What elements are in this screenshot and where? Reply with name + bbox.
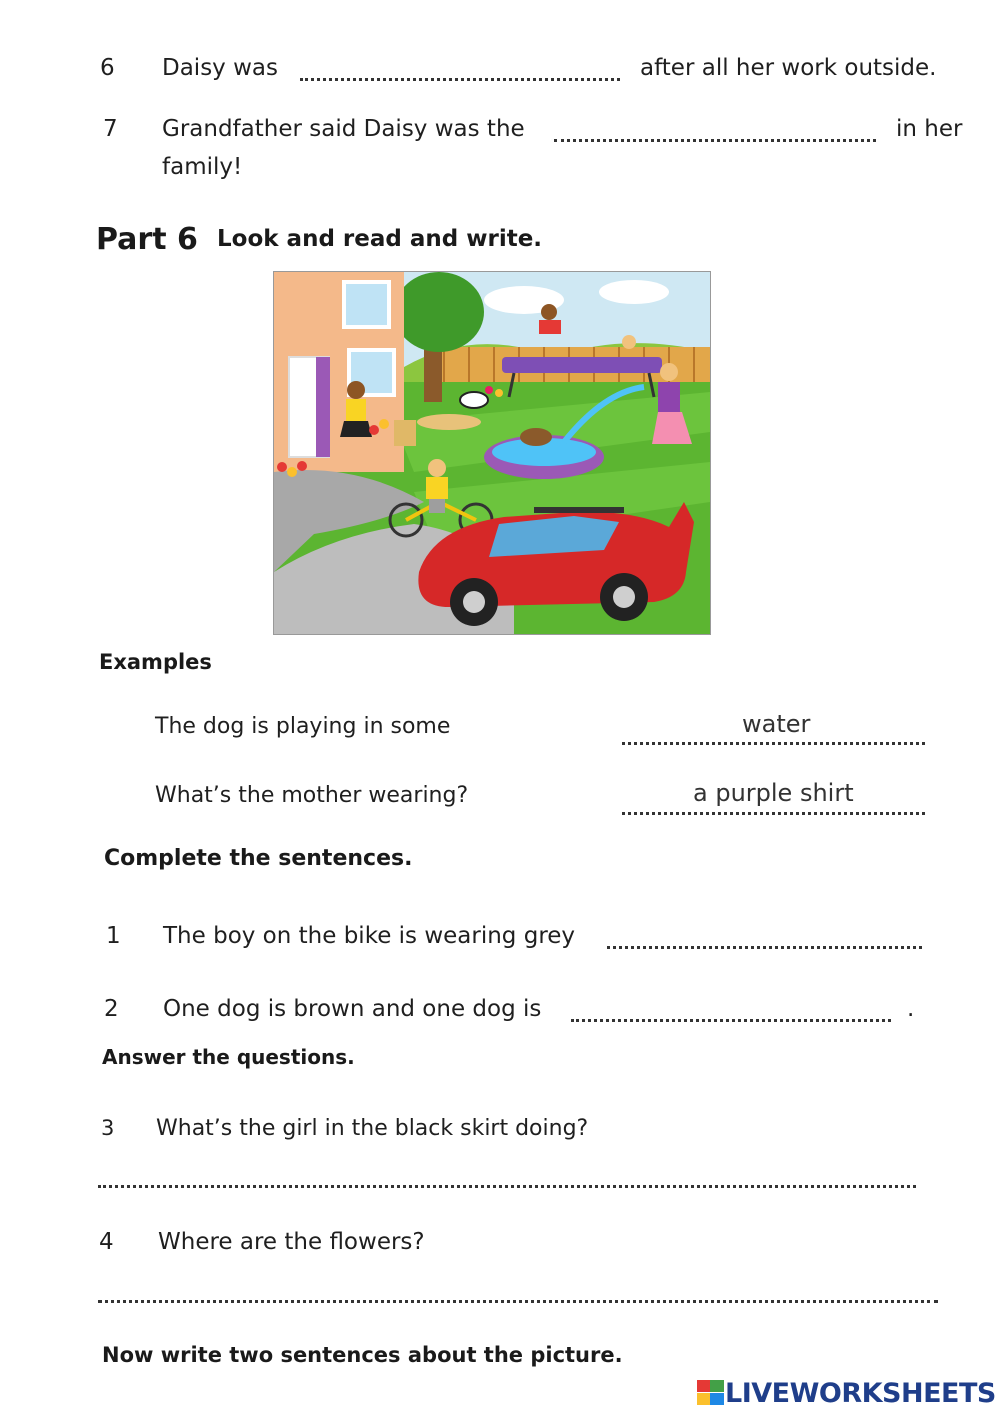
example-2-line [622, 812, 925, 815]
item-7-text-after: in her [896, 116, 963, 142]
liveworksheets-logo [697, 1378, 997, 1408]
question-1-blank[interactable] [607, 946, 922, 949]
item-7-blank[interactable] [554, 139, 876, 142]
tree-crown [394, 272, 484, 352]
boy-on-bike [428, 459, 446, 477]
item-6-text-before: Daisy was [162, 55, 278, 81]
example-1-line [622, 742, 925, 745]
house-window [344, 282, 389, 327]
question-4-text: Where are the flowers? [158, 1229, 425, 1255]
question-2-period: . [907, 996, 915, 1022]
garden-table [417, 414, 481, 430]
question-4-answer-line[interactable] [98, 1300, 938, 1303]
cloud [599, 280, 669, 304]
child-jumping [622, 335, 636, 349]
item-6-blank[interactable] [300, 78, 620, 81]
item-7-text-before: Grandfather said Daisy was the [162, 116, 525, 142]
question-2-blank[interactable] [571, 1019, 891, 1022]
garden-chair [394, 420, 416, 446]
question-3-answer-line[interactable] [98, 1185, 916, 1188]
door-purple [316, 357, 330, 457]
question-3-number: 3 [101, 1116, 115, 1140]
mother [660, 363, 678, 381]
garden-scene-picture [273, 271, 711, 635]
question-3-text: What’s the girl in the black skirt doing? [156, 1116, 589, 1141]
trampoline [502, 357, 662, 373]
item-6-text-after: after all her work outside. [640, 55, 937, 81]
examples-heading: Examples [99, 650, 212, 674]
part-title: Look and read and write. [217, 226, 543, 252]
item-7-number: 7 [103, 116, 118, 142]
brown-dog [520, 428, 552, 446]
question-1-text: The boy on the bike is wearing grey [163, 923, 576, 949]
now-write-heading: Now write two sentences about the picture. [102, 1343, 623, 1367]
child-jumping [541, 304, 557, 320]
black-white-dog [460, 392, 488, 408]
part-label: Part 6 [96, 222, 198, 257]
logo-text: LIVEWORKSHEETS [725, 1378, 996, 1409]
question-1-number: 1 [106, 923, 121, 949]
roof-rack [534, 507, 624, 513]
girl-black-skirt [347, 381, 365, 399]
example-2-prompt: What’s the mother wearing? [155, 783, 469, 808]
logo-icon [697, 1380, 723, 1406]
example-1-prompt: The dog is playing in some [155, 714, 451, 739]
example-1-answer: water [742, 710, 811, 738]
answer-heading: Answer the questions. [102, 1045, 355, 1069]
example-2-answer: a purple shirt [693, 779, 854, 807]
item-7-text-line2: family! [162, 154, 243, 180]
question-2-number: 2 [104, 996, 119, 1022]
complete-heading: Complete the sentences. [104, 846, 413, 871]
question-4-number: 4 [99, 1229, 114, 1255]
question-2-text: One dog is brown and one dog is [163, 996, 542, 1022]
item-6-number: 6 [100, 55, 115, 81]
